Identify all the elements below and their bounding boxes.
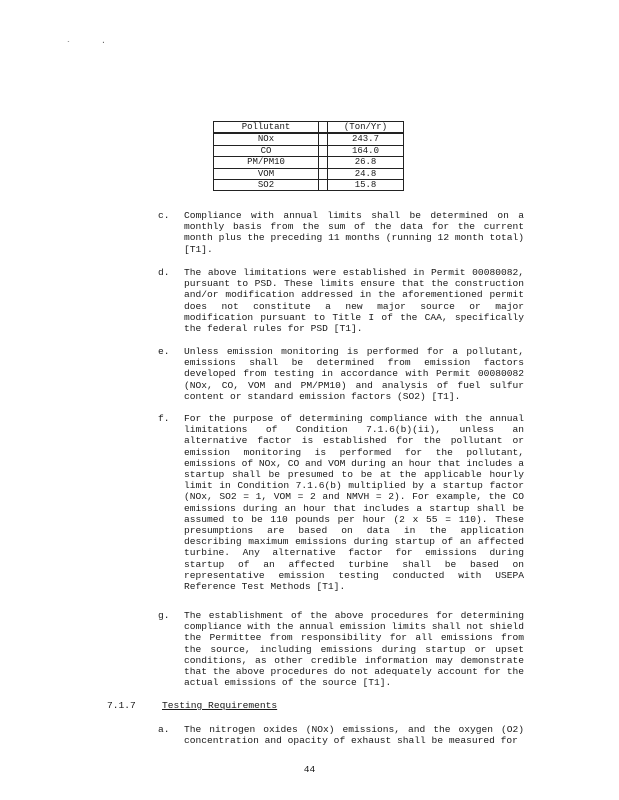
table-row xyxy=(214,180,404,191)
item-text: The nitrogen oxides (NOx) emissions, and the oxygen (O2) concentration and opacity of exhaust shall be measured for xyxy=(184,724,524,747)
pollutant-cell: CO xyxy=(214,145,319,156)
header-spacer xyxy=(319,122,328,134)
pollutant-cell: SO2 xyxy=(214,180,319,191)
spacer-cell xyxy=(319,145,328,156)
value-cell: 164.0 xyxy=(328,145,404,156)
condition-item-d xyxy=(158,267,524,334)
table-row xyxy=(214,168,404,179)
testing-item-a xyxy=(158,724,524,746)
spacer-cell xyxy=(319,157,328,168)
condition-item-g xyxy=(158,610,524,688)
item-letter: d. xyxy=(158,267,170,278)
scan-speck: ` xyxy=(66,41,71,50)
item-text: The establishment of the above procedures for determining compliance with the annual emission limits shall not shield the Permittee from responsibility for all emissions from the source, including emissions during startup or upset conditions, as other credible information may demonstrate that the above procedures do not adequately account for the actual emissions of the source [T1]. xyxy=(184,610,524,689)
item-text: For the purpose of determining compliance with the annual limitations of Condition 7.1.6(b)(ii), unless an alternative factor is established for the pollutant or emission monitoring is performed for the pollutant, emissions of NOx, CO and VOM during an hour that includes a startup shall be presumed to be at the applicable hourly limit in Condition 7.1.6(b) multiplied by a startup factor (NOx, SO2 = 1, VOM = 2 and NMVH = 2). For example, the CO emissions during an hour that includes a startup shall be assumed to be 110 pounds per hour (2 x 55 = 110). These presumptions are based on data in the application describing maximum emissions during startup of an affected turbine. Any alternative factor for emissions during startup of an affected turbine shall be based on representative emission testing conducted with USEPA Reference Test Methods [T1]. xyxy=(184,413,524,593)
pollutant-cell: VOM xyxy=(214,168,319,179)
item-text: Unless emission monitoring is performed for a pollutant, emissions shall be determined from emission factors developed from testing in accordance with Permit 00080082 (NOx, CO, VOM and PM/PM10) and analysis of fuel sulfur content or standard emission factors (SO2) [T1]. xyxy=(184,346,524,402)
item-letter: e. xyxy=(158,346,170,357)
item-letter: f. xyxy=(158,413,170,424)
header-tons-per-year: (Ton/Yr) xyxy=(328,122,404,134)
item-text: Compliance with annual limits shall be determined on a monthly basis from the sum of the data for the current month plus the preceding 11 months (running 12 month total) [T1]. xyxy=(184,210,524,255)
table-row xyxy=(214,157,404,168)
pollutant-cell: PM/PM10 xyxy=(214,157,319,168)
scan-speck: . xyxy=(101,37,106,46)
value-cell: 26.8 xyxy=(328,157,404,168)
table-row xyxy=(214,145,404,156)
spacer-cell xyxy=(319,168,328,179)
table-header-row xyxy=(214,122,404,134)
pollutant-cell: NOx xyxy=(214,133,319,145)
value-cell: 243.7 xyxy=(328,133,404,145)
item-letter: g. xyxy=(158,610,170,621)
value-cell: 24.8 xyxy=(328,168,404,179)
table-row xyxy=(214,133,404,145)
emission-limits-table xyxy=(213,121,404,191)
section-title: Testing Requirements xyxy=(162,700,278,711)
condition-item-c xyxy=(158,210,524,255)
spacer-cell xyxy=(319,180,328,191)
section-number: 7.1.7 xyxy=(107,700,136,711)
spacer-cell xyxy=(319,133,328,145)
item-text: The above limitations were established in Permit 00080082, pursuant to PSD. These limits ensure that the construction and/or modification addressed in the aforementioned permit does not constitute a new major source or major modification pursuant to Title I of the CAA, specifically the federal rules for PSD [T1]. xyxy=(184,267,524,335)
condition-item-f xyxy=(158,413,524,592)
page-number: 44 xyxy=(303,764,316,775)
item-letter: a. xyxy=(158,724,170,735)
value-cell: 15.8 xyxy=(328,180,404,191)
header-pollutant: Pollutant xyxy=(214,122,319,134)
item-letter: c. xyxy=(158,210,170,221)
condition-item-e xyxy=(158,346,524,402)
